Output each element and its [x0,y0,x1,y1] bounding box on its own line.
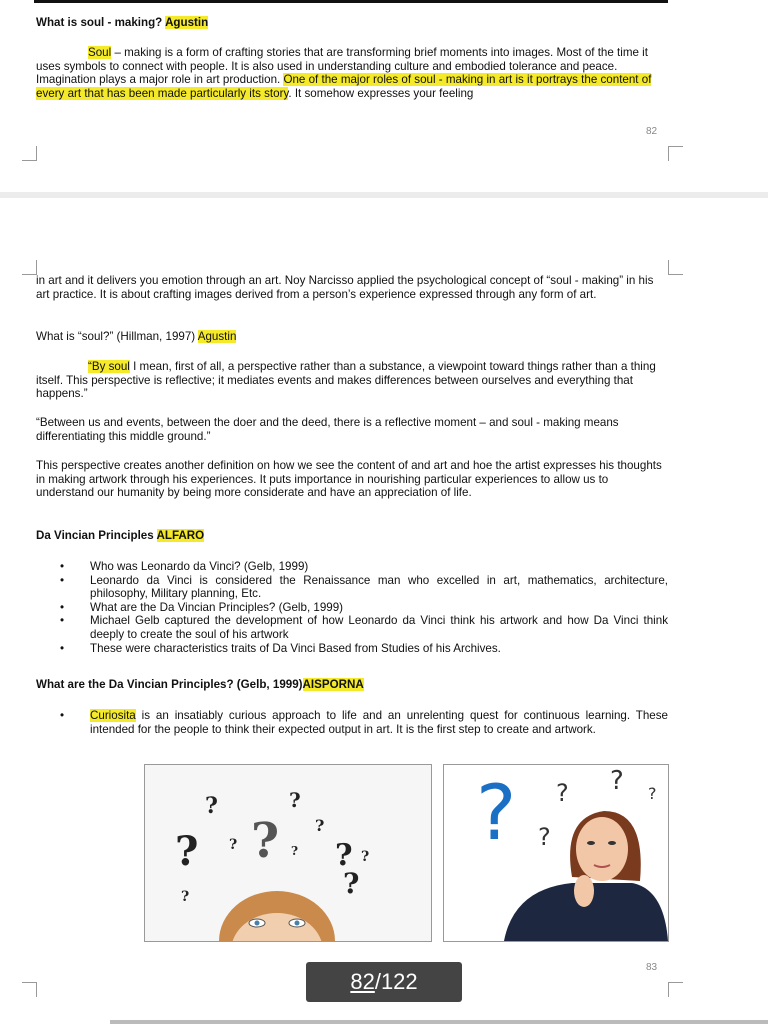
total-pages: 122 [380,969,418,994]
svg-text:?: ? [175,828,199,875]
svg-text:?: ? [205,793,218,819]
question-marks-illustration [145,765,431,941]
principles-bullet-list [60,709,668,736]
svg-text:?: ? [289,788,301,812]
page-separator: / [374,969,381,994]
quote-text: I mean, first of all, a perspective rather than a substance, a viewpoint toward things rather than a thing itself. This perspective is reflective; it mediates events and makes differences between ourselves and everything that happens.” [36,360,656,401]
svg-text:?: ? [648,784,657,803]
page-indicator[interactable] [306,962,462,1002]
crop-mark-right-bottom [668,982,683,997]
crop-mark-right [668,146,683,161]
page-number: 83 [646,962,658,973]
perspective-paragraph: This perspective creates another definition on how we see the content of and art and hoe the artist expresses his thoughts in making artwork through his experiences. It puts importance in nourishing particular experiences to allow us to understand our humanity by being more considerate and have an appreciation of life. [36,459,662,500]
svg-text:?: ? [610,766,624,796]
document-page-83 [0,198,768,1024]
heading-author-tag: ALFARO [156,529,205,542]
page-number: 82 [646,126,658,137]
svg-text:?: ? [556,779,569,807]
highlight-curiosita: Curiosita [90,709,136,722]
curiosity-image-question-marks [144,764,432,942]
highlighted-sentence: One of the major roles of soul - making in art is it portrays the content of every art that has been made particularly its story [36,73,652,100]
svg-text:?: ? [361,849,370,865]
heading-author-tag: AISPORNA [302,678,364,691]
crop-mark-left-bottom [22,982,37,997]
crop-mark-left-top [22,260,37,275]
heading-author-tag: Agustin [165,16,209,29]
svg-text:?: ? [538,823,551,851]
list-item: • These were characteristics traits of Da Vinci Based from Studies of his Archives. [60,642,668,656]
author-tag: Agustin [197,330,237,343]
curiosita-text: is an insatiably curious approach to life and an unrelenting quest for continuous learning. These intended for the people to think their expected output in art. It is the first step to create and artwork. [90,709,668,736]
svg-text:?: ? [315,816,325,835]
crop-mark-right-top [668,260,683,275]
list-item: • Michael Gelb captured the development of how Leonardo da Vinci think his artwork and how Da Vinci think deeply to create the soul of his artwork [60,614,668,641]
paragraph-text-end: . It somehow expresses your feeling [288,86,474,100]
svg-text:?: ? [476,768,517,857]
curiosity-image-thinking-woman [443,764,669,942]
crop-mark-left [22,146,37,161]
da-vinci-bullet-list [60,560,668,655]
list-item: • Leonardo da Vinci is considered the Renaissance man who excelled in art, mathematics, architecture, philosophy, Military planning, Etc. [60,574,668,601]
list-item: • Who was Leonardo da Vinci? (Gelb, 1999) [60,560,668,574]
list-item [60,709,668,736]
page-top-rule [34,0,668,3]
hillman-quote [36,360,668,401]
thinking-woman-illustration [444,765,668,941]
soul-making-heading [36,16,668,30]
heading-text: What are the Da Vincian Principles? (Gelb, 1999) [36,678,303,691]
continued-paragraph: in art and it delivers you emotion through an art. Noy Narcisso applied the psychological concept of “soul - making” in his art practice. It is about crafting images derived from a person’s experience expressed through any form of art. [36,274,654,301]
horizontal-scrollbar[interactable] [110,1020,768,1024]
what-is-soul-heading [36,330,668,344]
da-vincian-heading [36,529,668,543]
svg-text:?: ? [251,813,280,869]
svg-text:?: ? [181,889,190,905]
question-text: What is “soul?” (Hillman, 1997) [36,330,196,343]
soul-making-paragraph [36,46,668,100]
current-page-number: 82 [350,969,375,994]
svg-text:?: ? [229,837,238,853]
highlight-by-soul: “By soul [88,360,130,373]
svg-text:?: ? [291,844,299,858]
heading-text: Da Vincian Principles [36,529,154,542]
highlight-soul: Soul [88,46,112,59]
heading-text: What is soul - making? [36,16,163,29]
paragraph-text: – making is a form of crafting stories that are transforming brief moments into images. Most of the time it uses symbols to connect with people. It is also used in understanding culture and embodied tolerance and peace. Imagination plays a major role in art production. [36,46,648,87]
list-item: • What are the Da Vincian Principles? (Gelb, 1999) [60,601,668,615]
document-page-82 [0,0,768,192]
svg-text:?: ? [335,838,353,873]
principles-heading [36,678,668,692]
reflective-moment-quote: “Between us and events, between the doer and the deed, there is a reflective moment – and soul - making means differentiating this middle ground.” [36,416,619,443]
svg-text:?: ? [343,867,360,900]
